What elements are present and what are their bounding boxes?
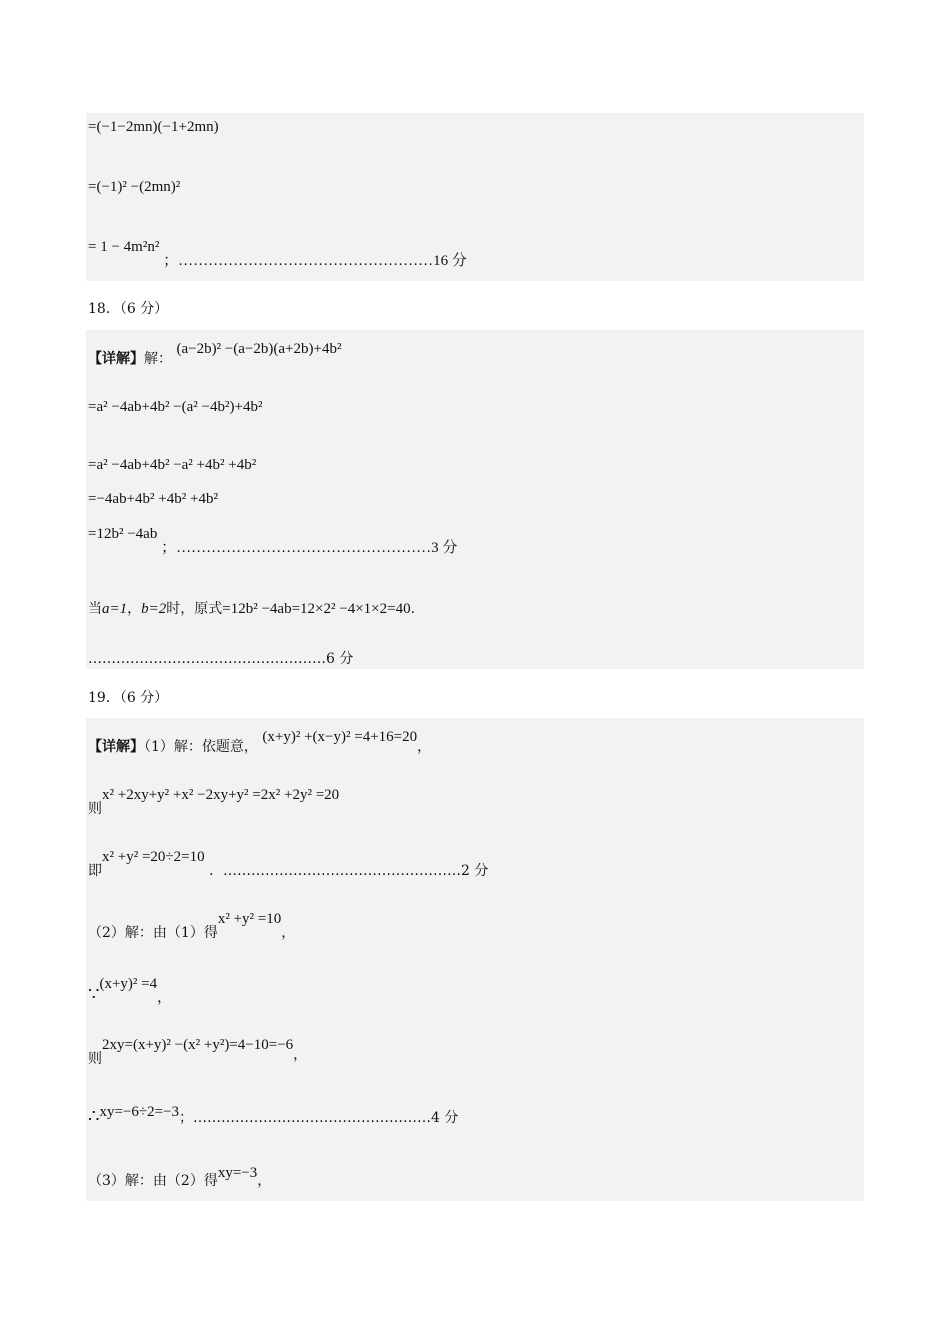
step-line (88, 848, 489, 879)
step-line (88, 118, 219, 136)
math-expr: =(−1−2mn)(−1+2mn) (88, 119, 219, 135)
score-marker: ……………………………………………6 分 (88, 651, 354, 667)
math-expr: xy=−6÷2=−3 (99, 1104, 180, 1120)
text: ， (417, 739, 432, 755)
math-expr: =a² −4ab+4b² −(a² −4b²)+4b² (88, 399, 263, 415)
text: （1）解：依题意， (144, 739, 258, 755)
math-expr: (x+y)² +(x−y)² =4+16=20 (262, 729, 418, 745)
step-line (88, 1102, 459, 1127)
detail-label: 【详解】 (88, 739, 144, 755)
score-marker: ；……………………………………………3 分 (161, 540, 458, 556)
text: （3）解：由（2）得 (88, 1173, 218, 1189)
math-expr: 2xy=(x+y)² −(x² +y²)=4−10=−6 (102, 1037, 294, 1053)
math-expr: (a−2b)² −(a−2b)(a+2b)+4b² (176, 341, 342, 357)
step-line (88, 340, 342, 367)
step-line (88, 600, 425, 618)
text: ， (127, 601, 142, 617)
score-marker: ；……………………………………………4 分 (179, 1110, 459, 1126)
text: ． (410, 601, 425, 617)
score-marker: ；……………………………………………16 分 (163, 253, 467, 269)
score-marker: ．……………………………………………2 分 (209, 863, 489, 879)
math-expr: =12b² −4ab=12×2² −4×1×2=40 (222, 601, 411, 617)
text: 则 (88, 801, 102, 817)
math-expr: x² +y² =20÷2=10 (102, 849, 205, 865)
text: 即 (88, 863, 102, 879)
step-line (88, 1036, 308, 1067)
step-line (88, 728, 432, 755)
text: ， (157, 990, 172, 1006)
math-expr: xy=−3 (217, 1165, 258, 1181)
solve-label: 解： (144, 351, 172, 367)
math-expr: = 1 − 4m²n² (88, 239, 160, 255)
text: ， (257, 1173, 272, 1189)
step-line (88, 974, 172, 1006)
step-line (88, 1164, 272, 1189)
question-header: 18．（6 分） (88, 301, 169, 317)
math-expr: a=1 (102, 601, 128, 617)
math-expr: =(−1)² −(2mn)² (88, 179, 181, 195)
text: 时，原式 (166, 601, 223, 617)
math-expr: (x+y)² =4 (99, 976, 158, 992)
detail-label: 【详解】 (88, 351, 144, 367)
text: （2）解：由（1）得 (88, 925, 218, 941)
math-expr: x² +2xy+y² +x² −2xy+y² =2x² +2y² =20 (102, 787, 340, 803)
step-line (88, 456, 256, 474)
question-header: 19．（6 分） (88, 690, 169, 706)
text: ， (293, 1047, 308, 1063)
step-line (88, 238, 467, 269)
text: ， (281, 925, 296, 941)
math-expr: =a² −4ab+4b² −a² +4b² +4b² (88, 457, 257, 473)
text: 则 (88, 1051, 102, 1067)
step-line (88, 910, 296, 941)
step-line (88, 398, 262, 416)
because-icon: ∵ (88, 984, 100, 1005)
text: 当 (88, 601, 102, 617)
step-line (88, 786, 340, 817)
step-line (88, 490, 218, 508)
math-expr: b=2 (141, 601, 167, 617)
math-expr: =−4ab+4b² +4b² +4b² (88, 491, 218, 507)
therefore-icon: ∴ (88, 1106, 100, 1127)
math-expr: x² +y² =10 (217, 911, 282, 927)
step-line (88, 178, 180, 196)
step-line (88, 525, 458, 556)
math-expr: =12b² −4ab (88, 526, 158, 542)
